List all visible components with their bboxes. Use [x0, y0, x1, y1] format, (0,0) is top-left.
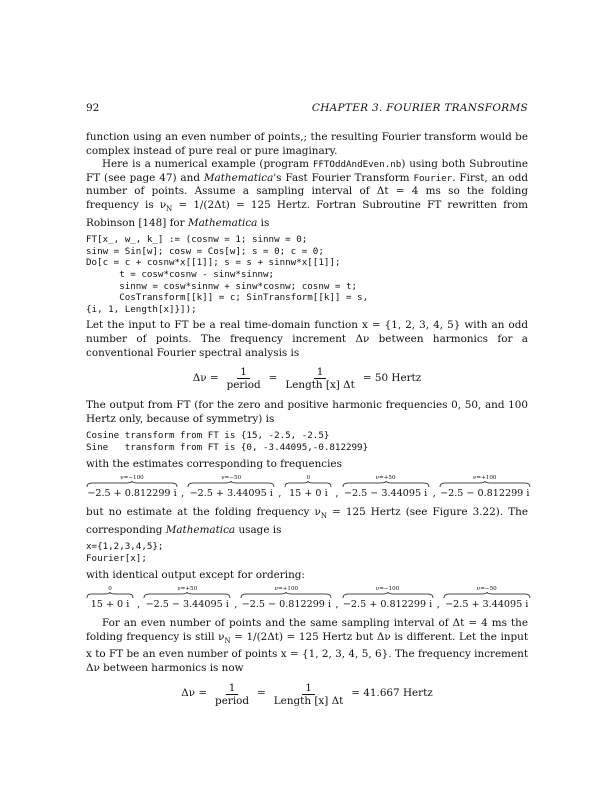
- code-line: Fourier[x];: [86, 553, 147, 564]
- code-line: sinw = Sin[w]; cosw = Cos[w]; s = 0; c = 0;: [86, 245, 324, 257]
- brace-term: ν=−100 −2.5 + 0.812299 i: [342, 586, 433, 611]
- code-line: Cosine transform from FT is {15, -2.5, -2.5}: [86, 430, 330, 442]
- brace-term: ν=+50 −2.5 − 3.44095 i: [342, 475, 430, 500]
- overbrace: [86, 592, 134, 599]
- body-text: [86, 131, 528, 715]
- overbrace: [284, 481, 332, 488]
- overbrace: [86, 481, 178, 488]
- code-line: {i, 1, Length[x]}]);: [86, 303, 197, 315]
- paragraph-2: Here is a numerical example (program FFTOddAndEven.nb) using both Subroutine FT (see page 47) and Mathematica's Fast Fourier Transform Fourier. First, an odd number of points. Assume a sampling interval of Δt = 4 ms so the folding frequency is $\nu_N = 1/(2\Delta t) = 125$ Hertz. Fortran Subroutine FT rewritten from Robinson [148] for Mathematica is: [86, 158, 529, 229]
- paragraph-1: function using an even number of points,; the resulting Fourier transform would be complex instead of pure real or pure imaginary.: [86, 131, 528, 157]
- brace-term: ν=−50 −2.5 + 3.44095 i: [443, 586, 531, 611]
- paragraph-4: The output from FT (for the zero and positive harmonic frequencies 0, 50, and 100 Hertz only, because of symmetry) is: [86, 399, 528, 425]
- paragraph-3: Let the input to FT be a real time-domain function x = {1, 2, 3, 4, 5} with an odd number of points. The frequency increment Δν between harmonics for a conventional Fourier spectral analysis is: [86, 319, 528, 359]
- code-block-usage: [86, 541, 528, 564]
- code-line: t = cosw*cosnw - sinw*sinnw;: [86, 269, 275, 281]
- code-line: FT[x_, w_, k_] := (cosnw = 1; sinnw = 0;: [86, 234, 308, 246]
- brace-term: ν=−100 −2.5 + 0.812299 i: [87, 475, 177, 500]
- overbrace: [443, 592, 531, 599]
- code-line: Sine transform from FT is {0, -3.44095,-0.812299}: [86, 441, 369, 453]
- paragraph-8: For an even number of points and the same sampling interval of Δt = 4 ms the folding frequency is still $\nu_N = 1/(2\Delta t) = 125$ Hertz but Δν is different. Let the input x to FT be an even number of points x = {1, 2, 3, 4, 5, 6}. The frequency increment Δν between harmonics is now: [86, 617, 528, 675]
- code-line: sinnw = cosw*sinnw + sinw*cosnw; cosnw = t;: [86, 280, 358, 292]
- code-line: x={1,2,3,4,5};: [86, 541, 164, 553]
- running-header: [86, 102, 528, 116]
- page-number: 92: [86, 102, 100, 114]
- overbrace: [439, 481, 531, 488]
- overbrace: [240, 592, 332, 599]
- program-name: FFTOddAndEven.nb: [312, 159, 402, 171]
- fourier-function: Fourier: [413, 172, 453, 184]
- equation-delta-nu-odd: Δν = $\frac{1}{\text{period}}$ = $\frac{1}{\text{Length [x] Δt}}$ = 50 Hertz: [192, 366, 422, 392]
- brace-term: 0 15 + 0 i: [86, 586, 134, 611]
- code-block-ft: [86, 234, 528, 315]
- frequency-estimates-ft: ν=−100 −2.5 + 0.812299 i , ν=−50 −2.5 + 3.44095 i , 0 15 + 0 i , ν=+50 −2.5 − 3.44095 i , ν=+100 −2.5 − 0.812299 i: [87, 475, 530, 500]
- code-block-output: [86, 430, 528, 453]
- brace-term: ν=+100 −2.5 − 0.812299 i: [440, 475, 530, 500]
- brace-term: ν=−50 −2.5 + 3.44095 i: [187, 475, 275, 500]
- frequency-estimates-fourier: 0 15 + 0 i , ν=+50 −2.5 − 3.44095 i , ν=+100 −2.5 − 0.812299 i , ν=−100 −2.5 + 0.812299 i , ν=−50 −2.5 + 3.44095 i: [86, 586, 528, 611]
- brace-term: 0 15 + 0 i: [284, 475, 332, 500]
- overbrace: [342, 592, 434, 599]
- brace-term: ν=+50 −2.5 − 3.44095 i: [143, 586, 231, 611]
- overbrace: [143, 592, 231, 599]
- paragraph-6: but no estimate at the folding frequency $\nu_N = 125$ Hertz (see Figure 3.22). The corresponding Mathematica usage is: [86, 506, 528, 536]
- overbrace: [187, 481, 275, 488]
- paragraph-5: with the estimates corresponding to frequencies: [86, 457, 342, 470]
- chapter-title: CHAPTER 3. FOURIER TRANSFORMS: [311, 102, 528, 114]
- paragraph-7: with identical output except for ordering:: [86, 568, 305, 581]
- code-line: CosTransform[[k]] = c; SinTransform[[k]] = s,: [86, 292, 369, 304]
- brace-term: ν=+100 −2.5 − 0.812299 i: [241, 586, 332, 611]
- overbrace: [342, 481, 430, 488]
- code-line: Do[c = c + cosnw*x[[1]]; s = s + sinnw*x[[1]];: [86, 257, 341, 269]
- equation-delta-nu-even: Δν = $\frac{1}{\text{period}}$ = $\frac{1}{\text{Length [x] Δt}}$ = 41.667 Hertz: [181, 681, 433, 707]
